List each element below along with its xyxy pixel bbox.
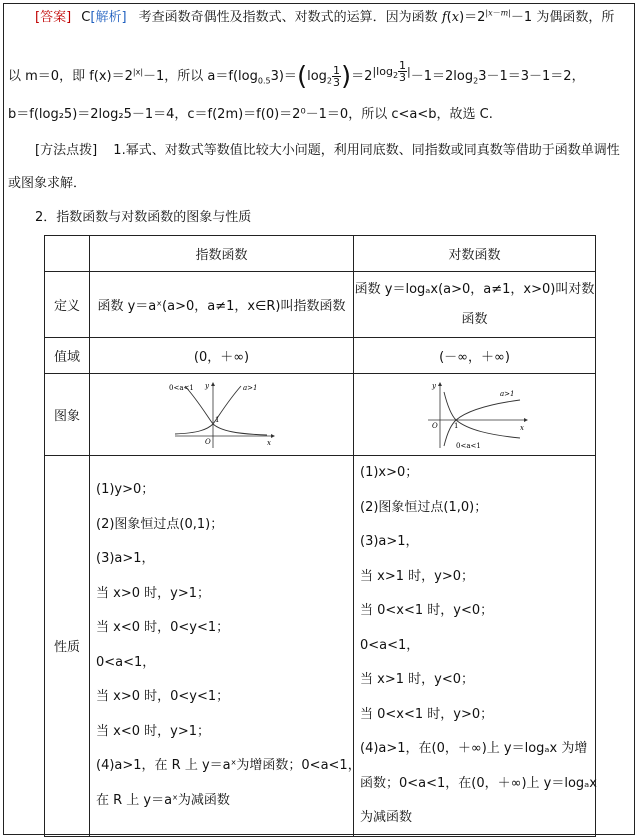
props-exp-item: 当 x>0 时，y>1；	[96, 585, 210, 601]
props-exp-item: 0<a<1，	[96, 654, 156, 670]
method-text-1: 1.幂式、对数式等数值比较大小问题，利用同底数、同指数或同真数等借助于函数单调性	[113, 143, 620, 158]
answer-text-2b: －1，所以 a＝f(log	[143, 68, 258, 84]
graph-exp-cell	[90, 374, 354, 456]
props-log-item: 当 x>1 时，y>0；	[360, 568, 474, 584]
analysis-tag: [解析]	[90, 10, 127, 25]
props-exp	[90, 456, 361, 837]
row-label-range: 值域	[45, 338, 90, 374]
def-log-line-1: 函数 y＝logₐx(a>0，a≠1，x>0)叫对数	[354, 281, 595, 297]
answer-text-2d: 3－1＝3－1＝2，	[478, 68, 585, 84]
method-tag: [方法点拨]	[35, 143, 98, 158]
answer-text-1-tail: 为偶函数，所	[536, 10, 615, 25]
exp-one: 1	[214, 415, 219, 424]
answer-text-2a: 以 m＝0，即 f(x)＝2	[8, 68, 133, 84]
props-exp-item: (1)y>0；	[96, 482, 155, 498]
props-exp-item: 当 x<0 时，0<y<1；	[96, 620, 230, 636]
def-exp: 函数 y＝aˣ(a>0，a≠1，x∈R)叫指数函数	[90, 272, 354, 338]
graph-log-cell	[354, 374, 596, 456]
log-graph	[420, 380, 530, 450]
method-line-2: 或图象求解．	[8, 176, 87, 191]
props-log-item: (3)a>1，	[360, 534, 419, 549]
formula-fx: $f(x)=2^{|x-m|}-1$	[441, 8, 533, 25]
props-log-item: (2)图象恒过点(1,0)；	[360, 499, 488, 515]
row-label-props: 性质	[45, 456, 90, 837]
header-log: 对数函数	[354, 236, 596, 272]
props-exp-item: (3)a>1，	[96, 551, 155, 567]
section-title: 2．指数函数与对数函数的图象与性质	[35, 210, 252, 225]
props-exp-item: 在 R 上 y＝aˣ为减函数	[96, 792, 230, 808]
range-exp: (0，＋∞)	[90, 338, 354, 374]
props-log-item: 当 0<x<1 时，y<0；	[360, 603, 494, 618]
log-axis-x: x	[519, 423, 524, 432]
answer-text-1: 考查函数奇偶性及指数式、对数式的运算．因为函数	[138, 10, 438, 25]
answer-line-1	[35, 6, 614, 25]
exp-label-right: a>1	[242, 383, 257, 392]
def-log-line-2: 函数	[461, 311, 488, 327]
log-axis-y: y	[431, 381, 436, 390]
props-log	[354, 456, 596, 837]
exp-label-left: 0<a<1	[168, 383, 194, 392]
props-exp-item: 当 x<0 时，y>1；	[96, 723, 210, 739]
row-label-graph: 图象	[45, 374, 90, 456]
range-log: (－∞，＋∞)	[354, 338, 596, 374]
answer-line-2: 以 m＝0，即 $f(x)=2^{|x|}-1$，所以 $a=f(\log_{0.5}3)=(\log_2$ $\frac{1}{3}$ )$=2^{|log_2 \frac{1}{3} |}-1=2\log_23-1=3-1=2$，	[8, 59, 585, 92]
answer-tag: [答案]	[35, 10, 72, 25]
props-log-item: 函数；0<a<1，在(0，＋∞)上 y＝logₐx	[360, 775, 597, 791]
def-log	[354, 272, 596, 338]
props-log-item: 0<a<1，	[360, 637, 420, 653]
log-origin: O	[431, 421, 438, 430]
exp-axis-y: y	[204, 381, 209, 390]
exp-axis-x: x	[266, 438, 271, 447]
props-log-item: 为减函数	[360, 810, 413, 825]
answer-text-2c: ＝2log	[432, 68, 474, 84]
log-label-top: a>1	[499, 389, 514, 398]
props-exp-item: 当 x>0 时，0<y<1；	[96, 689, 230, 705]
props-exp-item: (4)a>1，在 R 上 y＝aˣ为增函数；0<a<1，	[96, 758, 361, 774]
answer-choice: C	[81, 10, 91, 25]
answer-line-3: b＝f(log₂5)＝2log₂5－1＝4，c＝f(2m)＝f(0)＝2⁰－1＝0，所以 c<a<b，故选 C.	[8, 107, 493, 122]
exp-graph	[167, 380, 277, 450]
props-exp-item: (2)图象恒过点(0,1)；	[96, 516, 224, 532]
props-log-item: 当 x>1 时，y<0；	[360, 672, 474, 687]
function-table	[44, 235, 596, 837]
exp-origin: O	[204, 437, 211, 446]
props-log-item: (1)x>0；	[360, 465, 419, 480]
props-log-item: (4)a>1，在(0，＋∞)上 y＝logₐx 为增	[360, 741, 588, 756]
method-line-1	[35, 139, 620, 158]
log-one: 1	[453, 421, 458, 430]
log-label-bottom: 0<a<1	[455, 441, 481, 450]
props-log-item: 当 0<x<1 时，y>0；	[360, 706, 494, 722]
header-empty	[45, 236, 90, 272]
header-exp: 指数函数	[90, 236, 354, 272]
row-label-def: 定义	[45, 272, 90, 338]
